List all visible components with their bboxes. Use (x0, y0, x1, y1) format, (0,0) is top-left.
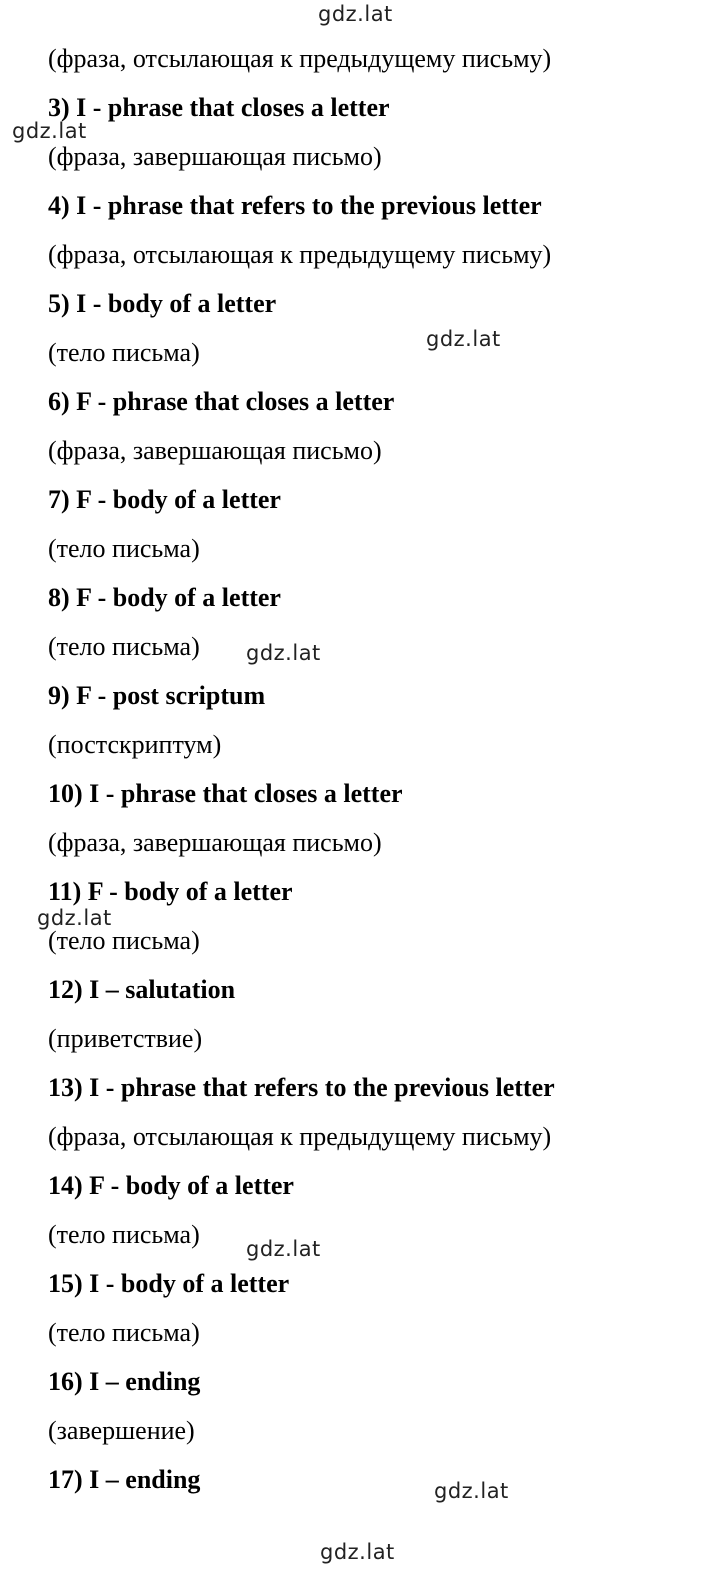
translation-line: (фраза, отсылающая к предыдущему письму) (48, 240, 552, 269)
translation-line: (тело письма) (48, 338, 200, 367)
answer-line: 3) I - phrase that closes a letter (48, 93, 390, 122)
answer-line: 13) I - phrase that refers to the previous letter (48, 1073, 555, 1102)
translation-line: (фраза, отсылающая к предыдущему письму) (48, 44, 552, 73)
watermark: gdz.lat (12, 119, 87, 143)
answer-line: 7) F - body of a letter (48, 485, 281, 514)
watermark: gdz.lat (320, 1540, 395, 1564)
translation-line: (фраза, завершающая письмо) (48, 436, 382, 465)
watermark: gdz.lat (434, 1479, 509, 1503)
watermark: gdz.lat (246, 641, 321, 665)
answer-line: 6) F - phrase that closes a letter (48, 387, 395, 416)
answer-line: 14) F - body of a letter (48, 1171, 294, 1200)
translation-line: (постскриптум) (48, 730, 222, 759)
answer-line: 15) I - body of a letter (48, 1269, 290, 1298)
translation-line: (фраза, завершающая письмо) (48, 828, 382, 857)
translation-line: (приветствие) (48, 1024, 203, 1053)
answer-line: 16) I – ending (48, 1367, 201, 1396)
answer-line: 4) I - phrase that refers to the previous letter (48, 191, 542, 220)
answer-line: 10) I - phrase that closes a letter (48, 779, 403, 808)
answer-line: 5) I - body of a letter (48, 289, 277, 318)
translation-line: (тело письма) (48, 632, 200, 661)
answer-line: 11) F - body of a letter (48, 877, 293, 906)
translation-line: (фраза, завершающая письмо) (48, 142, 382, 171)
translation-line: (тело письма) (48, 1220, 200, 1249)
watermark: gdz.lat (37, 906, 112, 930)
translation-line: (тело письма) (48, 1318, 200, 1347)
answer-line: 9) F - post scriptum (48, 681, 266, 710)
translation-line: (тело письма) (48, 926, 200, 955)
translation-line: (тело письма) (48, 534, 200, 563)
translation-line: (фраза, отсылающая к предыдущему письму) (48, 1122, 552, 1151)
answer-line: 12) I – salutation (48, 975, 236, 1004)
answer-line: 17) I – ending (48, 1465, 201, 1494)
watermark: gdz.lat (318, 2, 393, 26)
watermark: gdz.lat (426, 327, 501, 351)
answer-line: 8) F - body of a letter (48, 583, 281, 612)
translation-line: (завершение) (48, 1416, 195, 1445)
watermark: gdz.lat (246, 1237, 321, 1261)
